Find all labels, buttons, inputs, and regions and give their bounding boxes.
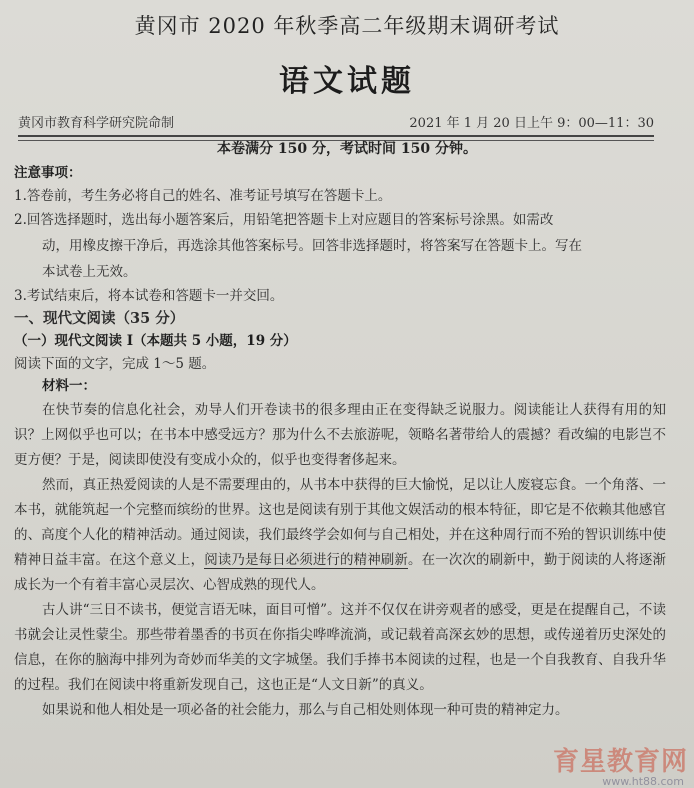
exam-content	[14, 162, 666, 723]
note-item-2: 2.回答选择题时，选出每小题答案后，用铅笔把答题卡上对应题目的答案标号涂黑。如需改	[14, 212, 554, 228]
meta-row	[18, 112, 654, 137]
exam-datetime: 2021 年 1 月 20 日上午 9：00—11：30	[409, 116, 654, 131]
paragraph-2-b: 。在一次次的刷新中，勤于阅读的人将逐渐成长为一个有着丰富心灵层次、心智成熟的现代人。	[14, 551, 667, 593]
material-label: 材料一：	[42, 378, 96, 394]
paragraph-2	[14, 473, 666, 598]
paragraph-3: 古人讲“三日不读书，便觉言语无味，面目可憎”。这并不仅仅在讲旁观者的感受，更是在提醒自己，不读书就会让灵性蒙尘。那些带着墨香的书页在你指尖哗哗流淌，或记载着高深玄妙的思想，或传递着历史深处的信息，在你的脑海中排列为奇妙而华美的文字城堡。我们手捧书本阅读的过程，也是一个自我教育、自我升华的过程。我们在阅读中将重新发现自己，这也正是“人文日新”的真义。	[14, 601, 666, 693]
notes-heading: 注意事项：	[14, 165, 82, 181]
paragraph-2-underlined: 阅读乃是每日必须进行的精神刷新	[204, 551, 408, 568]
score-line: 本卷满分 150 分，考试时间 150 分钟。	[217, 141, 477, 157]
paragraph-1: 在快节奏的信息化社会，劝导人们开卷读书的很多理由正在变得缺乏说服力。阅读能让人获得有用的知识？上网似乎也可以；在书本中感受远方？那为什么不去旅游呢，领略名著带给人的震撼？看改编的电影岂不更方便？于是，阅读即使没有变成小众的，似乎也变得奢侈起来。	[14, 401, 666, 468]
watermark-logo: 育星教育网	[552, 747, 688, 777]
subsection-heading: （一）现代文阅读 Ⅰ（本题共 5 小题，19 分）	[14, 333, 297, 349]
subject-title: 语文试题	[279, 64, 415, 99]
watermark-url: www.ht88.com	[602, 775, 684, 788]
reading-instruction: 阅读下面的文字，完成 1～5 题。	[14, 355, 216, 372]
paragraph-4: 如果说和他人相处是一项必备的社会能力，那么与自己相处则体现一种可贵的精神定力。	[42, 701, 569, 718]
note-item-1: 1.答卷前，考生务必将自己的姓名、准考证号填写在答题卡上。	[14, 187, 392, 204]
note-item-3: 3.考试结束后，将本试卷和答题卡一并交回。	[14, 288, 284, 304]
paragraph-2-a: 然而，真正热爱阅读的人是不需要理由的，从书本中获得的巨大愉悦，足以让人废寝忘食。一个角落、一本书，就能筑起一个完整而缤纷的世界。这也是阅读有别于其他文娱活动的根本特征，即它是不依赖其他感官的、高度个人化的精神活动。通过阅读，我们最终学会如何与自己相处，并在这种周行而不殆的智识训练中使精神日益丰富。在这个意义上，	[14, 476, 666, 568]
exam-title: 黄冈市 2020 年秋季高二年级期末调研考试	[134, 14, 560, 38]
issuer-label: 黄冈市教育科学研究院命制	[18, 116, 175, 131]
note-item-2-cont: 动，用橡皮擦干净后，再选涂其他答案标号。回答非选择题时，将答案写在答题卡上。写在	[42, 238, 582, 254]
section-heading: 一、现代文阅读（35 分）	[14, 309, 185, 327]
note-item-2-end: 本试卷上无效。	[42, 264, 137, 280]
